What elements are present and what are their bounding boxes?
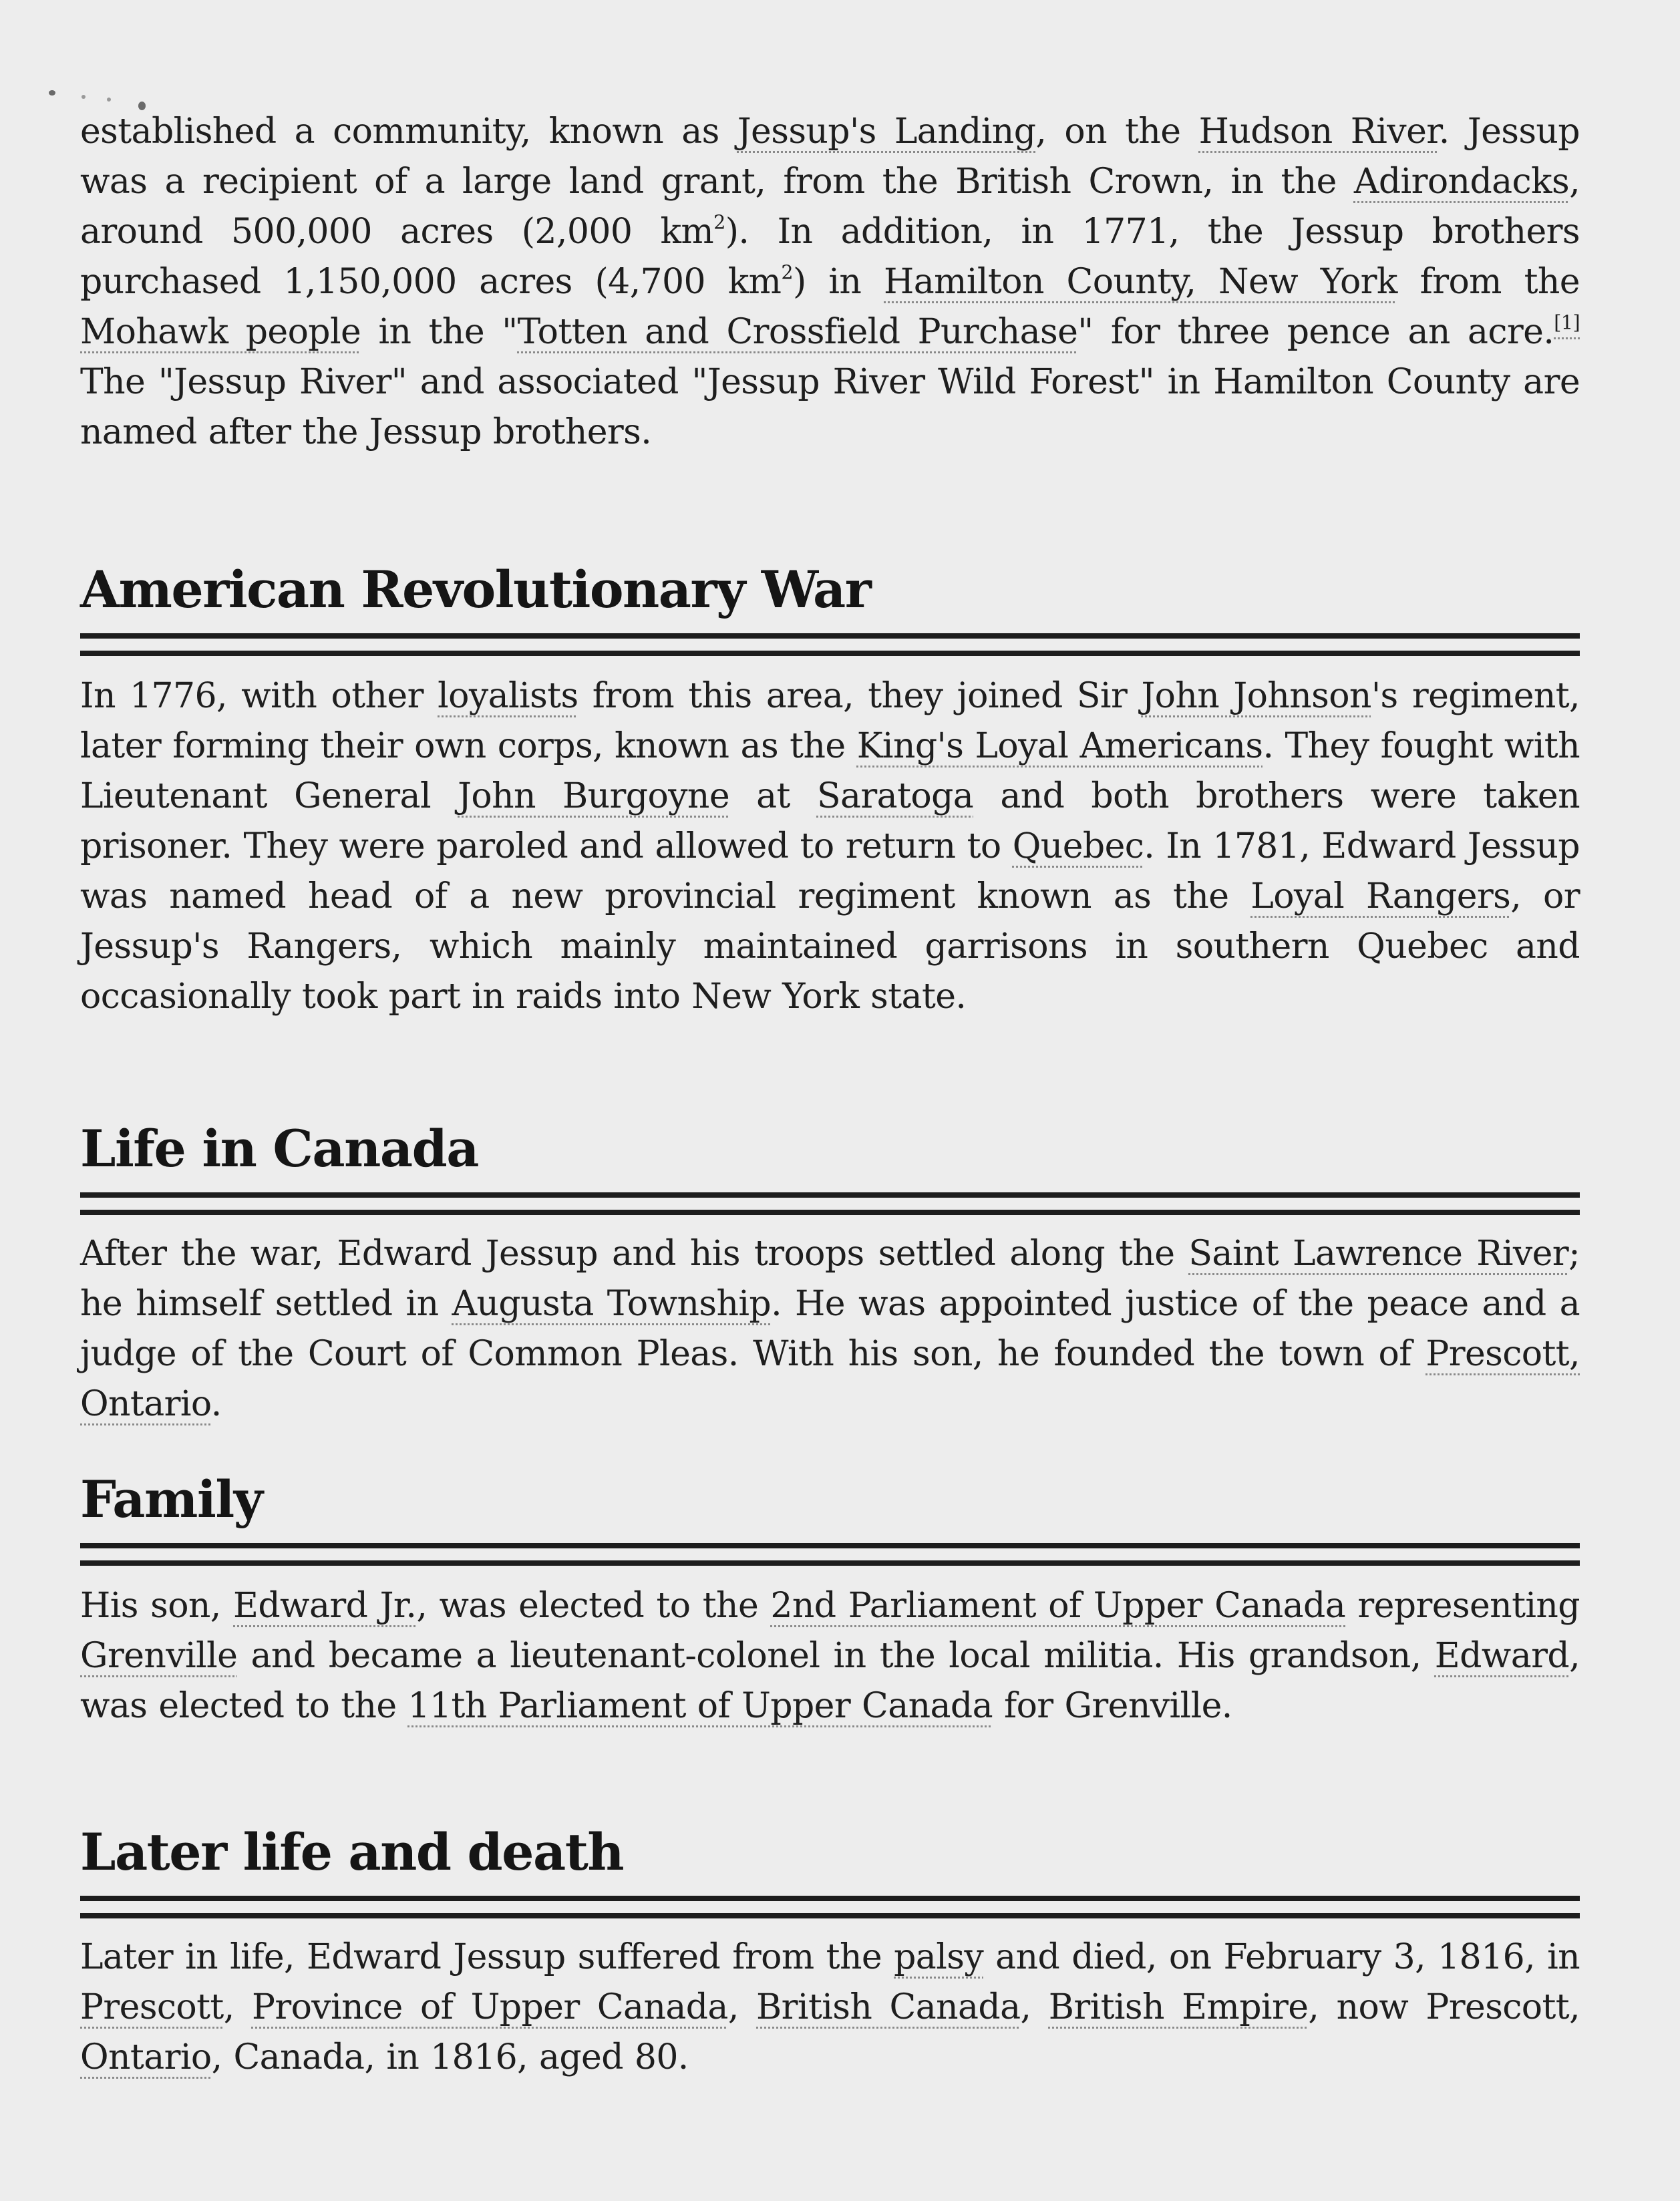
intro-paragraph bbox=[80, 107, 1580, 458]
section-canada bbox=[80, 1229, 1580, 1429]
link-palsy[interactable]: palsy bbox=[894, 1937, 984, 1977]
superscript: 2 bbox=[781, 261, 793, 284]
divider bbox=[80, 1543, 1580, 1548]
text: and became a lieutenant-colonel in the local militia. His grandson, bbox=[237, 1636, 1435, 1676]
text: , around 500,000 acres (2,000 km bbox=[80, 162, 1580, 252]
text: Later in life, Edward Jessup suffered from the bbox=[80, 1937, 894, 1977]
link-grenville[interactable]: Grenville bbox=[80, 1636, 238, 1676]
link-quebec[interactable]: Quebec bbox=[1012, 826, 1144, 866]
intro-section bbox=[80, 107, 1580, 458]
scan-speck bbox=[81, 95, 86, 99]
link-loyal-rangers[interactable]: Loyal Rangers bbox=[1250, 876, 1511, 916]
section-later-life bbox=[80, 1932, 1580, 2083]
link-edward-jr[interactable]: Edward Jr. bbox=[233, 1586, 417, 1626]
text: , on the bbox=[1035, 112, 1199, 152]
heading: Life in Canada bbox=[80, 1119, 479, 1178]
text: His son, bbox=[80, 1586, 234, 1626]
section-heading-family bbox=[80, 1470, 1580, 1566]
text: . He was appointed justice of the peace and a judge of the Court of Common Pleas. With his son, he founded the town of bbox=[80, 1284, 1580, 1374]
divider bbox=[80, 651, 1580, 656]
text: , was elected to the bbox=[416, 1586, 771, 1626]
later-paragraph bbox=[80, 1932, 1580, 2083]
text: at bbox=[729, 776, 817, 816]
link-saint-lawrence-river[interactable]: Saint Lawrence River bbox=[1188, 1234, 1569, 1274]
link-hudson-river[interactable]: Hudson River bbox=[1198, 112, 1439, 152]
text: , now Prescott, bbox=[1308, 1987, 1580, 2027]
text: established a community, known as bbox=[80, 112, 737, 152]
text: , was elected to the bbox=[80, 1636, 1580, 1726]
link-kings-loyal-americans[interactable]: King's Loyal Americans bbox=[856, 726, 1263, 766]
divider bbox=[80, 1560, 1580, 1566]
superscript: 2 bbox=[713, 210, 725, 234]
divider bbox=[80, 1896, 1580, 1901]
text: ; he himself settled in bbox=[80, 1234, 1580, 1324]
link-adirondacks[interactable]: Adirondacks bbox=[1353, 162, 1570, 202]
link-augusta-township[interactable]: Augusta Township bbox=[452, 1284, 772, 1324]
text: In 1776, with other bbox=[80, 676, 438, 716]
text: ) in bbox=[792, 262, 884, 302]
text: . In 1781, Edward Jessup was named head of a new provincial regiment known as the bbox=[80, 826, 1580, 916]
text: After the war, Edward Jessup and his troops settled along the bbox=[80, 1234, 1189, 1274]
text: 's regiment, later forming their own corps, known as the bbox=[80, 676, 1580, 766]
link-loyalists[interactable]: loyalists bbox=[438, 676, 578, 716]
text: , bbox=[223, 1987, 252, 2027]
link-prescott-ontario[interactable]: Prescott, Ontario bbox=[80, 1334, 1580, 1424]
link-11th-parliament[interactable]: 11th Parliament of Upper Canada bbox=[407, 1686, 993, 1726]
text: , bbox=[1020, 1987, 1049, 2027]
link-john-burgoyne[interactable]: John Burgoyne bbox=[458, 776, 729, 816]
text: , or Jessup's Rangers, which mainly maintained garrisons in southern Quebec and occasionally took part in raids into New York state. bbox=[80, 876, 1580, 1017]
heading: American Revolutionary War bbox=[80, 560, 871, 619]
link-prescott[interactable]: Prescott bbox=[80, 1987, 224, 2027]
heading: Later life and death bbox=[80, 1822, 624, 1882]
section-heading-war bbox=[80, 560, 1580, 656]
link-hamilton-county[interactable]: Hamilton County, New York bbox=[884, 262, 1397, 302]
text: ). In addition, in 1771, the Jessup brothers purchased 1,150,000 acres (4,700 km bbox=[80, 212, 1580, 302]
text: , Canada, in 1816, aged 80. bbox=[211, 2037, 689, 2077]
text: . bbox=[210, 1384, 222, 1424]
link-british-empire[interactable]: British Empire bbox=[1048, 1987, 1309, 2027]
link-jessups-landing[interactable]: Jessup's Landing bbox=[737, 112, 1036, 152]
section-heading-later-life bbox=[80, 1822, 1580, 1918]
divider bbox=[80, 633, 1580, 639]
reference-link[interactable]: [1] bbox=[1554, 311, 1580, 334]
heading: Family bbox=[80, 1470, 263, 1529]
link-province-upper-canada[interactable]: Province of Upper Canada bbox=[251, 1987, 728, 2027]
link-ontario[interactable]: Ontario bbox=[80, 2037, 212, 2077]
text: and both brothers were taken prisoner. They were paroled and allowed to return to bbox=[80, 776, 1580, 866]
text: . Jessup was a recipient of a large land grant, from the British Crown, in the bbox=[80, 112, 1580, 202]
link-mohawk-people[interactable]: Mohawk people bbox=[80, 312, 361, 352]
link-british-canada[interactable]: British Canada bbox=[756, 1987, 1021, 2027]
section-family bbox=[80, 1581, 1580, 1731]
divider bbox=[80, 1913, 1580, 1918]
canada-paragraph bbox=[80, 1229, 1580, 1429]
text: . They fought with Lieutenant General bbox=[80, 726, 1580, 816]
divider bbox=[80, 1192, 1580, 1198]
link-john-johnson[interactable]: John Johnson bbox=[1141, 676, 1371, 716]
text: and died, on February 3, 1816, in bbox=[983, 1937, 1580, 1977]
text: from this area, they joined Sir bbox=[578, 676, 1142, 716]
text: " for three pence an acre. bbox=[1077, 312, 1554, 352]
text: representing bbox=[1345, 1586, 1580, 1626]
text: from the bbox=[1397, 262, 1580, 302]
link-saratoga[interactable]: Saratoga bbox=[816, 776, 974, 816]
text: for Grenville. bbox=[993, 1686, 1232, 1726]
section-war bbox=[80, 671, 1580, 1022]
text: The "Jessup River" and associated "Jessup River Wild Forest" in Hamilton County are named after the Jessup brothers. bbox=[80, 362, 1580, 452]
link-2nd-parliament[interactable]: 2nd Parliament of Upper Canada bbox=[770, 1586, 1346, 1626]
scan-speck bbox=[49, 90, 55, 96]
section-heading-canada bbox=[80, 1119, 1580, 1215]
link-edward[interactable]: Edward bbox=[1434, 1636, 1570, 1676]
divider bbox=[80, 1210, 1580, 1215]
text: , bbox=[727, 1987, 757, 2027]
war-paragraph bbox=[80, 671, 1580, 1022]
text: in the " bbox=[361, 312, 518, 352]
family-paragraph bbox=[80, 1581, 1580, 1731]
link-totten-crossfield[interactable]: Totten and Crossfield Purchase bbox=[517, 312, 1078, 352]
scan-speck bbox=[107, 98, 111, 102]
